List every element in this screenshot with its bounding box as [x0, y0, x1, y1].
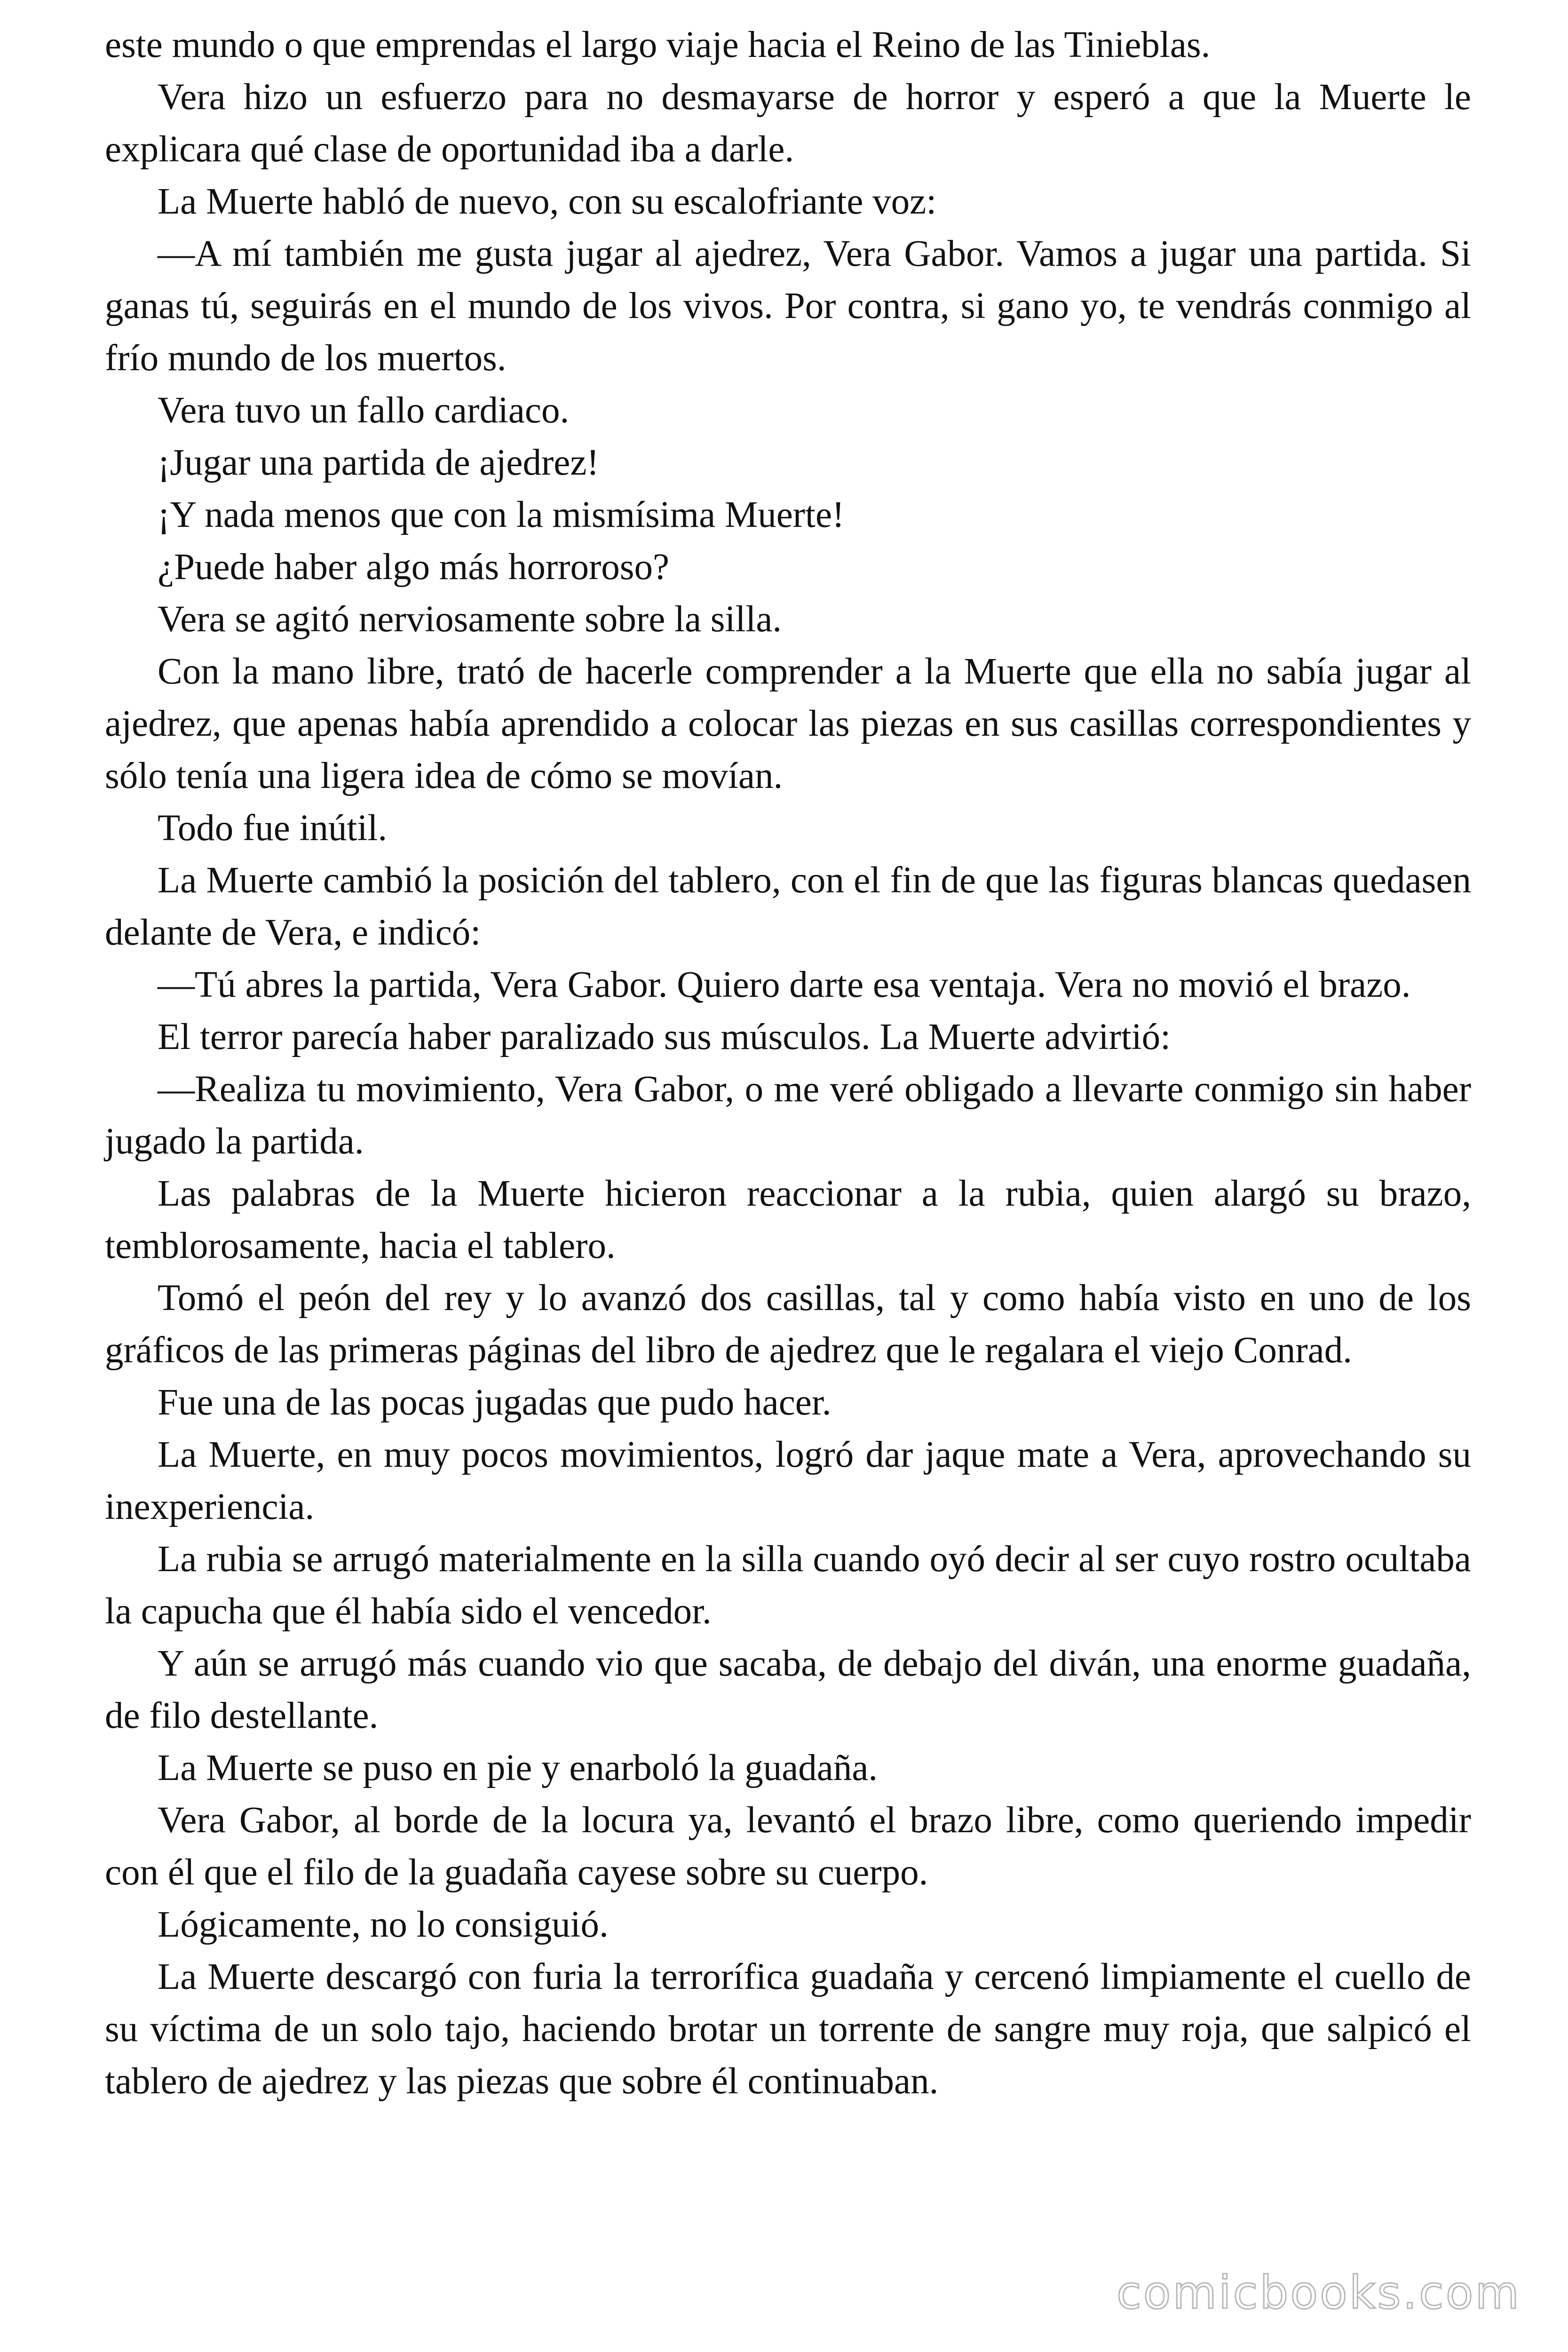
paragraph-4: —A mí también me gusta jugar al ajedrez, Vera Gabor. Vamos a jugar una partida. Si ganas tú, seguirás en el mundo de los vivos. Por contra, si gano yo, te vendrás conmigo al frío mundo de los muertos. [105, 233, 1471, 379]
paragraph-19: La Muerte, en muy pocos movimientos, logró dar jaque mate a Vera, aprovechando su inexperiencia. [105, 1434, 1471, 1527]
paragraph-16: Las palabras de la Muerte hicieron reaccionar a la rubia, quien alargó su brazo, temblorosamente, hacia el tablero. [105, 1173, 1471, 1266]
paragraph-23: Vera Gabor, al borde de la locura ya, levantó el brazo libre, como queriendo impedir con él que el filo de la guadaña cayese sobre su cuerpo. [105, 1800, 1471, 1893]
paragraph-22: La Muerte se puso en pie y enarboló la guadaña. [158, 1748, 878, 1788]
paragraph-24: Lógicamente, no lo consiguió. [158, 1904, 609, 1945]
paragraph-2: Vera hizo un esfuerzo para no desmayarse de horror y esperó a que la Muerte le explicara qué clase de oportunidad iba a darle. [105, 77, 1471, 170]
paragraph-17: Tomó el peón del rey y lo avanzó dos casillas, tal y como había visto en uno de los gráficos de las primeras páginas del libro de ajedrez que le regalara el viejo Conrad. [105, 1278, 1471, 1371]
paragraph-5: Vera tuvo un fallo cardiaco. [158, 390, 570, 431]
watermark: comicbooks.com [1116, 2266, 1521, 2319]
paragraph-18: Fue una de las pocas jugadas que pudo hacer. [158, 1382, 832, 1423]
page-body [105, 19, 1471, 2107]
paragraph-8: ¿Puede haber algo más horroroso? [158, 547, 670, 588]
paragraph-3: La Muerte habló de nuevo, con su escalofriante voz: [158, 181, 937, 222]
paragraph-1: este mundo o que emprendas el largo viaje hacia el Reino de las Tinieblas. [105, 24, 1211, 65]
paragraph-13: —Tú abres la partida, Vera Gabor. Quiero darte esa ventaja. Vera no movió el brazo. [158, 964, 1411, 1005]
paragraph-12: La Muerte cambió la posición del tablero, con el fin de que las figuras blancas quedasen delante de Vera, e indicó: [105, 860, 1471, 953]
paragraph-25: La Muerte descargó con furia la terrorífica guadaña y cercenó limpiamente el cuello de su víctima de un solo tajo, haciendo brotar un torrente de sangre muy roja, que salpicó el tablero de ajedrez y las piezas que sobre él continuaban. [105, 1956, 1471, 2102]
paragraph-15: —Realiza tu movimiento, Vera Gabor, o me veré obligado a llevarte conmigo sin haber jugado la partida. [105, 1069, 1471, 1162]
paragraph-21: Y aún se arrugó más cuando vio que sacaba, de debajo del diván, una enorme guadaña, de filo destellante. [105, 1643, 1471, 1736]
paragraph-10: Con la mano libre, trató de hacerle comprender a la Muerte que ella no sabía jugar al ajedrez, que apenas había aprendido a colocar las piezas en sus casillas correspondientes y sólo tenía una ligera idea de cómo se movían. [105, 651, 1471, 796]
paragraph-6: ¡Jugar una partida de ajedrez! [158, 442, 599, 483]
paragraph-14: El terror parecía haber paralizado sus músculos. La Muerte advirtió: [158, 1017, 1171, 1057]
paragraph-20: La rubia se arrugó materialmente en la silla cuando oyó decir al ser cuyo rostro ocultaba la capucha que él había sido el vencedor. [105, 1539, 1471, 1632]
paragraph-9: Vera se agitó nerviosamente sobre la silla. [158, 599, 782, 640]
paragraph-7: ¡Y nada menos que con la mismísima Muerte! [158, 494, 845, 535]
paragraph-11: Todo fue inútil. [158, 808, 388, 849]
